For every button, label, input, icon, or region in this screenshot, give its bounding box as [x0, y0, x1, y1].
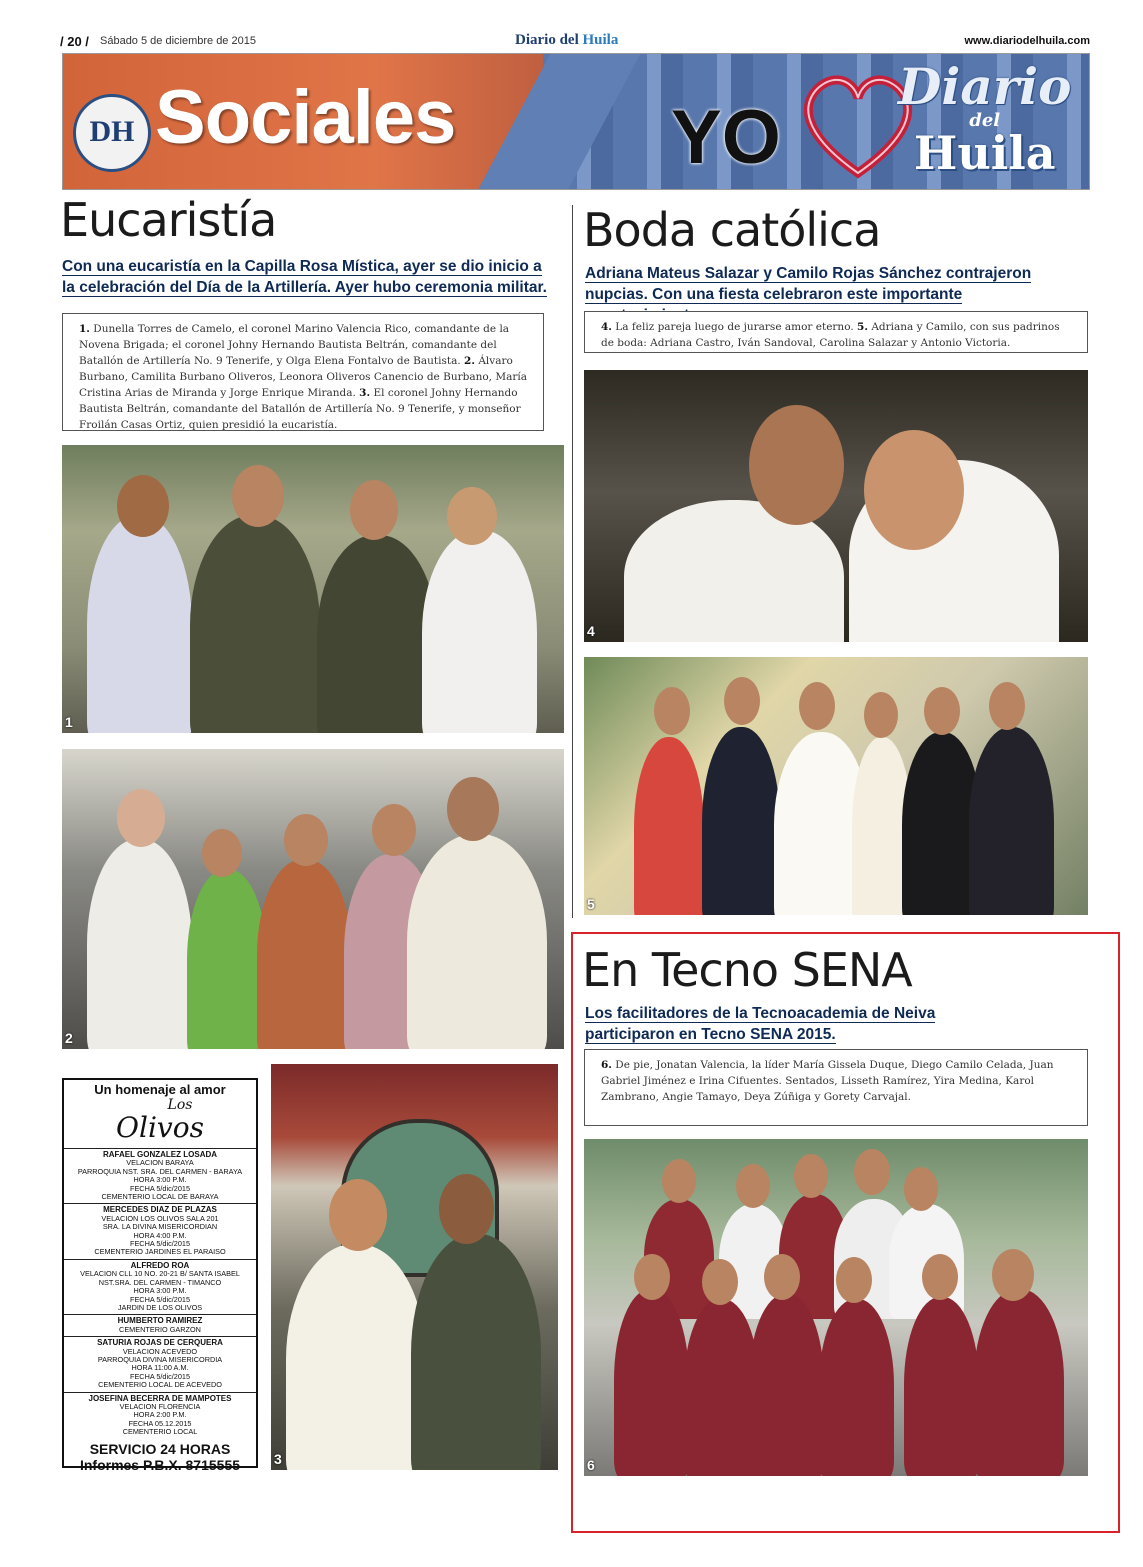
photo-number: 2: [65, 1030, 73, 1046]
obituary-entry: MERCEDES DIAZ DE PLAZAS VELACION LOS OLIVOS SALA 201 SRA. LA DIVINA MISERICORDIAN HORA 4:00 P.M. FECHA 5/dic/2015 CEMENTERIO JARDINES EL PARAISO: [64, 1203, 256, 1258]
ad-service: SERVICIO 24 HORAS: [89, 1440, 231, 1457]
site-url[interactable]: www.diariodelhuila.com: [964, 35, 1090, 47]
obituary-entry: RAFAEL GONZALEZ LOSADA VELACION BARAYA PARROQUIA NST. SRA. DEL CARMEN - BARAYA HORA 3:00 P.M. FECHA 5/dic/2015 CEMENTERIO LOCAL DE BARAYA: [64, 1148, 256, 1203]
ad-tagline: Un homenaje al amor: [94, 1082, 226, 1097]
sena-title: En Tecno SENA: [582, 943, 912, 997]
obituary-entry: JOSEFINA BECERRA DE MAMPOTES VELACION FLORENCIA HORA 2:00 P.M. FECHA 05.12.2015 CEMENTERIO LOCAL: [64, 1392, 256, 1439]
issue-date: Sábado 5 de diciembre de 2015: [100, 35, 256, 47]
page-header: [60, 34, 1090, 52]
eucaristia-lede: Con una eucaristía en la Capilla Rosa Mística, ayer se dio inicio a la celebración del Día de la Artillería. Ayer hubo ceremonia militar.: [62, 258, 547, 296]
photo-3: [271, 1064, 558, 1470]
photo-number: 4: [587, 623, 595, 639]
obituary-entry: ALFREDO ROA VELACION CLL 10 NO. 20-21 B/ SANTA ISABEL NST.SRA. DEL CARMEN - TIMANCO HORA 3:00 P.M. FECHA 5/dic/2015 JARDIN DE LOS OLIVOS: [64, 1259, 256, 1314]
photo-number: 6: [587, 1457, 595, 1473]
obituary-entry: HUMBERTO RAMIREZ CEMENTERIO GARZON: [64, 1314, 256, 1336]
obituary-entry: SATURIA ROJAS DE CERQUERA VELACION ACEVEDO PARROQUIA DIVINA MISERICORDIA HORA 11:00 A.M. FECHA 5/dic/2015 CEMENTERIO LOCAL DE ACEVEDO: [64, 1336, 256, 1391]
photo-5: [584, 657, 1088, 915]
photo-1: [62, 445, 564, 733]
page-number: / 20 /: [60, 34, 89, 49]
masthead: Diario del Huila: [515, 32, 619, 48]
slogan-yo: YO: [671, 95, 781, 180]
photo-2: [62, 749, 564, 1049]
photo-4: [584, 370, 1088, 642]
sena-lede: Los facilitadores de la Tecnoacademia de Neiva participaron en Tecno SENA 2015.: [585, 1005, 936, 1043]
boda-lede: Adriana Mateus Salazar y Camilo Rojas Sánchez contrajeron nupcias. Con una fiesta celebraron este importante: [585, 263, 1075, 326]
ad-brand: Los Olivos: [116, 1097, 204, 1144]
eucaristia-caption: 1. Dunella Torres de Camelo, el coronel Marino Valencia Rico, comandante de la Novena Brigada; el coronel Johny Hernando Bautista Beltrán, comandante del Batallón de Artillería No. 9 Tenerife, y Olga Elena Fontalvo de Bautista. 2. Álvaro Burbano, Camilita Burbano Oliveros, Leonora Oliveros Canencio de Burbano, María Cristina Arias de Miranda y Jorge Enrique Miranda. 3. El coronel Johny Hernando Bautista Beltrán, comandante del Batallón de Artillería No. 9 Tenerife, y monseñor Froilán Casas Ortiz, quien presidió la eucaristía.: [62, 313, 544, 431]
photo-6: [584, 1139, 1088, 1476]
sena-caption: 6. De pie, Jonatan Valencia, la líder María Gissela Duque, Diego Camilo Celada, Juan Gabriel Jiménez e Irina Cifuentes. Sentados, Lisseth Ramírez, Yira Medina, Karol Zambrano, Angie Tamayo, Deya Zúñiga y Gorety Carvajal.: [584, 1049, 1088, 1126]
column-divider: [572, 205, 573, 918]
photo-number: 1: [65, 714, 73, 730]
section-banner: [62, 53, 1090, 190]
photo-number: 3: [274, 1451, 282, 1467]
section-title: Sociales: [155, 75, 456, 160]
funeral-ad: [62, 1078, 258, 1473]
boda-title: Boda católica: [583, 203, 881, 257]
ad-phone: Informes P.B.X. 8715555: [79, 1456, 241, 1473]
eucaristia-title: Eucaristía: [60, 193, 277, 247]
diario-del-huila-logo: Diario del Huila: [898, 57, 1072, 180]
photo-number: 5: [587, 896, 595, 912]
dh-logo: DH: [73, 94, 151, 172]
boda-caption: 4. La feliz pareja luego de jurarse amor eterno. 5. Adriana y Camilo, con sus padrinos de boda: Adriana Castro, Iván Sandoval, Carolina Salazar y Antonio Victoria.: [584, 311, 1088, 353]
